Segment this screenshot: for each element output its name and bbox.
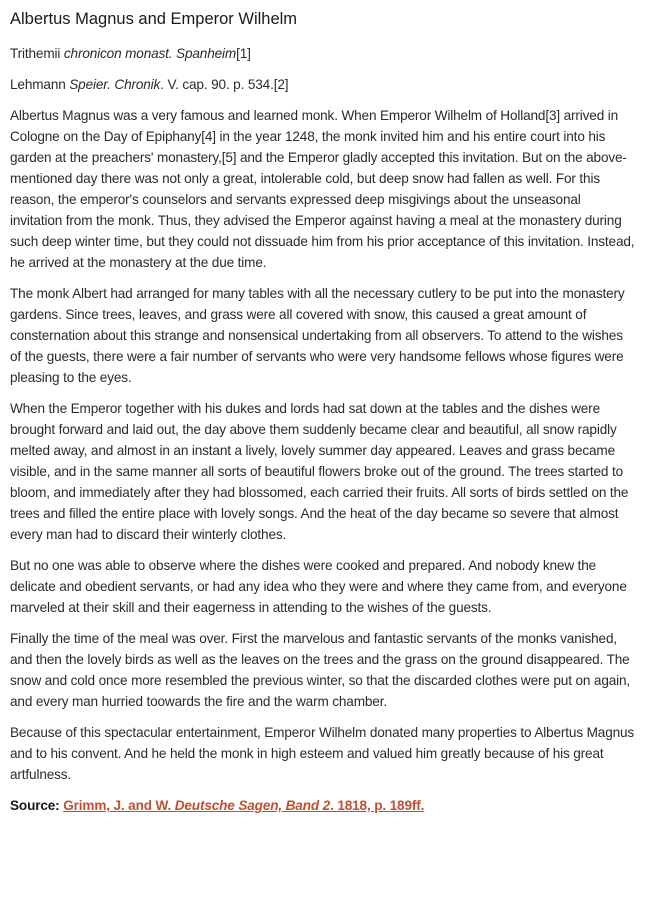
reference-suffix: . V. cap. 90. p. 534.[2] [160,77,289,92]
paragraph-meal-over: Finally the time of the meal was over. First the marvelous and fantastic servants of the monks vanished, and then the lovely birds as well as the leaves on the trees and the grass on the ground disappeared. The snow and cold once more resembled the previous winter, so that the discarded clothes were put on again, and every man hurried toowards the fire and the warm chamber. [10,631,631,709]
paragraph-miracle: When the Emperor together with his dukes and lords had sat down at the tables and the dishes were brought forward and laid out, the day above them suddenly became clear and beautiful, all snow rapidly melted away, and almost in an instant a lively, lovely summer day appeared. Leaves and grass became visible, and in the same manner all sorts of beautiful flowers broke out of the ground. The trees started to bloom, and immediately after they had blossomed, each carried their fruits. All sorts of birds settled on the trees and filled the entire place with lovely songs. And the heat of the day became so severe that almost every man had to discard their winterly clothes. [10,401,629,542]
reference-suffix: [1] [236,46,251,61]
paragraph-donation: Because of this spectacular entertainment, Emperor Wilhelm donated many properties to Albertus Magnus and to his convent. And he held the monk in high esteem and valued him greatly because of his great artfulness. [10,725,635,782]
article-title: Albertus Magnus and Emperor Wilhelm [10,10,298,28]
reference-prefix: Trithemii [10,46,64,61]
paragraph-invitation: Albertus Magnus was a very famous and learned monk. When Emperor Wilhelm of Holland[3] arrived in Cologne on the Day of Epiphany[4] in the year 1248, the monk invited him and his entire court into his garden at the preachers' monastery,[5] and the Emperor gladly accepted this invitation. But on the above-mentioned day there was not only a great, intolerable cold, but deep snow had fallen as well. For this reason, the emperor's counselors and servants expressed deep misgivings about the unseasonal invitation from the monk. Thus, they advised the Emperor against having a meal at the monastery during such deep winter time, but they could not dissuade him from his prior acceptance of this invitation. Instead, he arrived at the monastery at the due time. [10,108,635,270]
source-line [10,795,636,816]
source-link-prefix: Grimm, J. and W. [63,798,175,813]
reference-title: Speier. Chronik [69,77,161,92]
reference-trithemii [10,43,636,64]
paragraph-servants: But no one was able to observe where the dishes were cooked and prepared. And nobody knew the delicate and obedient servants, or had any idea who they were and where they came from, and everyone marveled at their skill and their eagerness in attending to the wishes of the guests. [10,558,627,615]
reference-prefix: Lehmann [10,77,70,92]
source-link-suffix: . 1818, p. 189ff. [330,798,425,813]
source-link[interactable] [63,798,424,813]
paragraph-tables: The monk Albert had arranged for many tables with all the necessary cutlery to be put into the monastery gardens. Since trees, leaves, and grass were all covered with snow, this caused a great amount of consternation about this strange and nonsensical undertaking from all observers. To attend to the wishes of the guests, there were a fair number of servants who were very handsome fellows whose figures were pleasing to the eyes. [10,286,625,385]
reference-lehmann [10,74,636,95]
source-label: Source: [10,798,60,813]
reference-title: chronicon monast. Spanheim [63,46,237,61]
source-link-title: Deutsche Sagen, Band 2 [174,798,331,813]
